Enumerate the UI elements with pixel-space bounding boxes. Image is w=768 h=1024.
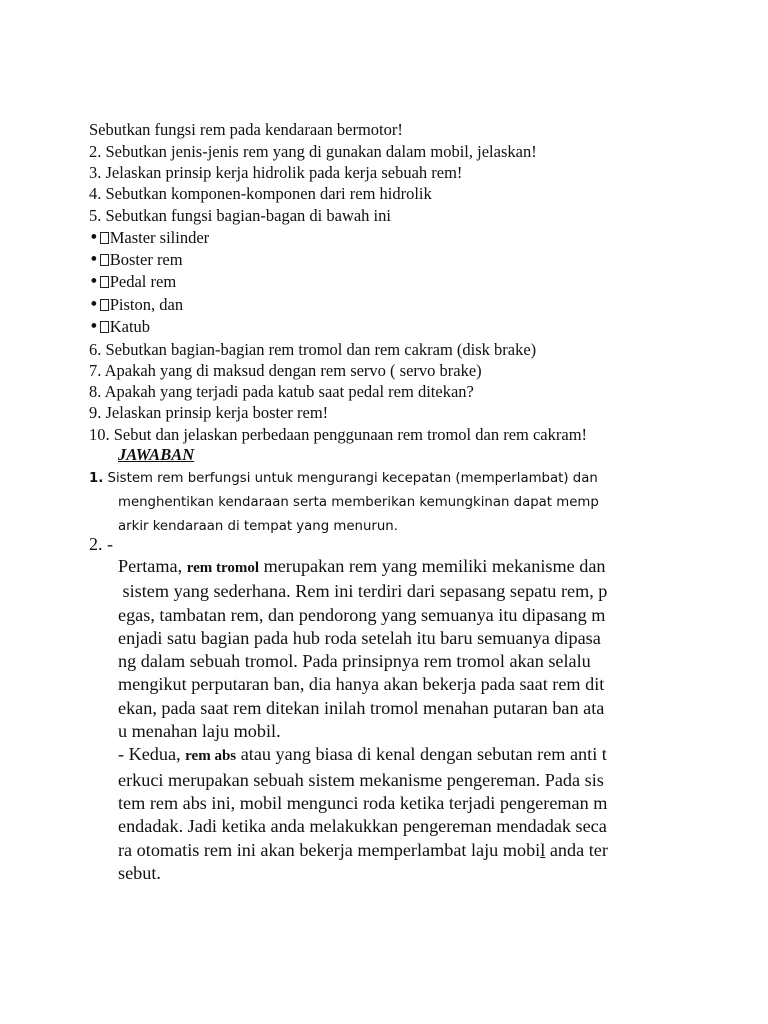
list-item-label: Katub xyxy=(109,317,151,336)
answer-1-line: Sistem rem berfungsi untuk mengurangi kecepatan (memperlambat) dan xyxy=(107,471,598,486)
answer-1-line: arkir kendaraan di tempat yang menurun. xyxy=(118,519,398,534)
question-7: 7. Apakah yang di maksud dengan rem servo ( servo brake) xyxy=(89,361,482,380)
bullet-icon: • xyxy=(89,228,99,247)
answer-2-line xyxy=(118,555,663,580)
answer-2-line: enjadi satu bagian pada hub roda setelah itu baru semuanya dipasa xyxy=(118,627,601,648)
question-5: 5. Sebutkan fungsi bagian-bagan di bawah ini xyxy=(89,206,391,225)
missing-glyph-icon xyxy=(100,254,109,266)
answer-2-line: endadak. Jadi ketika anda melakukkan pengereman mendadak seca xyxy=(118,816,607,837)
answer-2-line: ng dalam sebuah tromol. Pada prinsipnya rem tromol akan selalu xyxy=(118,651,591,672)
answer-2-line: sistem yang sederhana. Rem ini terdiri dari sepasang sepatu rem, p xyxy=(118,581,608,602)
answer-2-line: ekan, pada saat rem ditekan inilah tromol menahan putaran ban ata xyxy=(118,697,605,718)
question-8: 8. Apakah yang terjadi pada katub saat pedal rem ditekan? xyxy=(89,382,474,401)
answer-2-label: 2. - xyxy=(89,534,113,554)
answer-2-segment: l xyxy=(540,839,546,860)
question-10: 10. Sebut dan jelaskan perbedaan penggunaan rem tromol dan rem cakram! xyxy=(89,425,588,444)
answer-2-lead: Pertama, xyxy=(118,556,187,576)
list-item xyxy=(89,317,150,337)
bullet-icon: • xyxy=(89,250,99,269)
list-item xyxy=(89,250,183,270)
question-6: 6. Sebutkan bagian-bagian rem tromol dan rem cakram (disk brake) xyxy=(89,340,537,359)
list-item-label: Boster rem xyxy=(109,250,183,269)
answer-2-segment: ra otomatis rem ini akan bekerja memperlambat laju mobi xyxy=(118,839,541,860)
answer-2-line: u menahan laju mobil. xyxy=(118,721,281,742)
list-item xyxy=(89,295,183,315)
answer-1-line: menghentikan kendaraan serta memberikan kemungkinan dapat memp xyxy=(118,495,599,510)
list-item-label: Piston, dan xyxy=(109,295,184,314)
answer-2-line: tem rem abs ini, mobil mengunci roda ketika terjadi pengereman m xyxy=(118,792,608,813)
answer-2-line-rest: atau yang biasa di kenal dengan sebutan rem anti t xyxy=(236,744,607,765)
answer-2-line: sebut. xyxy=(118,862,161,883)
bullet-icon: • xyxy=(89,295,99,314)
list-item xyxy=(89,272,176,292)
question-9: 9. Jelaskan prinsip kerja boster rem! xyxy=(89,403,329,422)
answer-2-segment: anda ter xyxy=(545,839,608,860)
question-3: 3. Jelaskan prinsip kerja hidrolik pada kerja sebuah rem! xyxy=(89,163,463,182)
question-4: 4. Sebutkan komponen-komponen dari rem hidrolik xyxy=(89,184,432,203)
answers-heading: JAWABAN xyxy=(118,445,195,464)
answer-2-line: erkuci merupakan sebuah sistem mekanisme pengereman. Pada sis xyxy=(118,769,604,790)
answer-2-line xyxy=(118,743,663,768)
answer-1-number: 1. xyxy=(89,471,104,486)
answer-2-line-rest: merupakan rem yang memiliki mekanisme dan xyxy=(259,556,606,576)
missing-glyph-icon xyxy=(100,321,109,333)
missing-glyph-icon xyxy=(100,232,109,244)
answer-2-line: egas, tambatan rem, dan pendorong yang semuanya itu dipasang m xyxy=(118,604,606,625)
answer-1 xyxy=(89,467,659,539)
term-rem-abs: rem abs xyxy=(185,748,237,765)
missing-glyph-icon xyxy=(100,299,109,311)
bullet-icon: • xyxy=(89,272,99,291)
question-2: 2. Sebutkan jenis-jenis rem yang di gunakan dalam mobil, jelaskan! xyxy=(89,142,537,161)
answer-2-lead: - Kedua, xyxy=(118,744,186,765)
bullet-icon: • xyxy=(89,317,99,336)
missing-glyph-icon xyxy=(100,276,109,288)
list-item-label: Pedal rem xyxy=(109,272,177,291)
answer-2-line xyxy=(118,839,663,862)
list-item xyxy=(89,228,209,248)
list-item-label: Master silinder xyxy=(109,228,210,247)
question-1: Sebutkan fungsi rem pada kendaraan bermotor! xyxy=(89,120,403,139)
answer-2-line: mengikut perputaran ban, dia hanya akan bekerja pada saat rem dit xyxy=(118,674,605,695)
answer-2 xyxy=(118,555,663,885)
term-rem-tromol: rem tromol xyxy=(186,560,260,576)
